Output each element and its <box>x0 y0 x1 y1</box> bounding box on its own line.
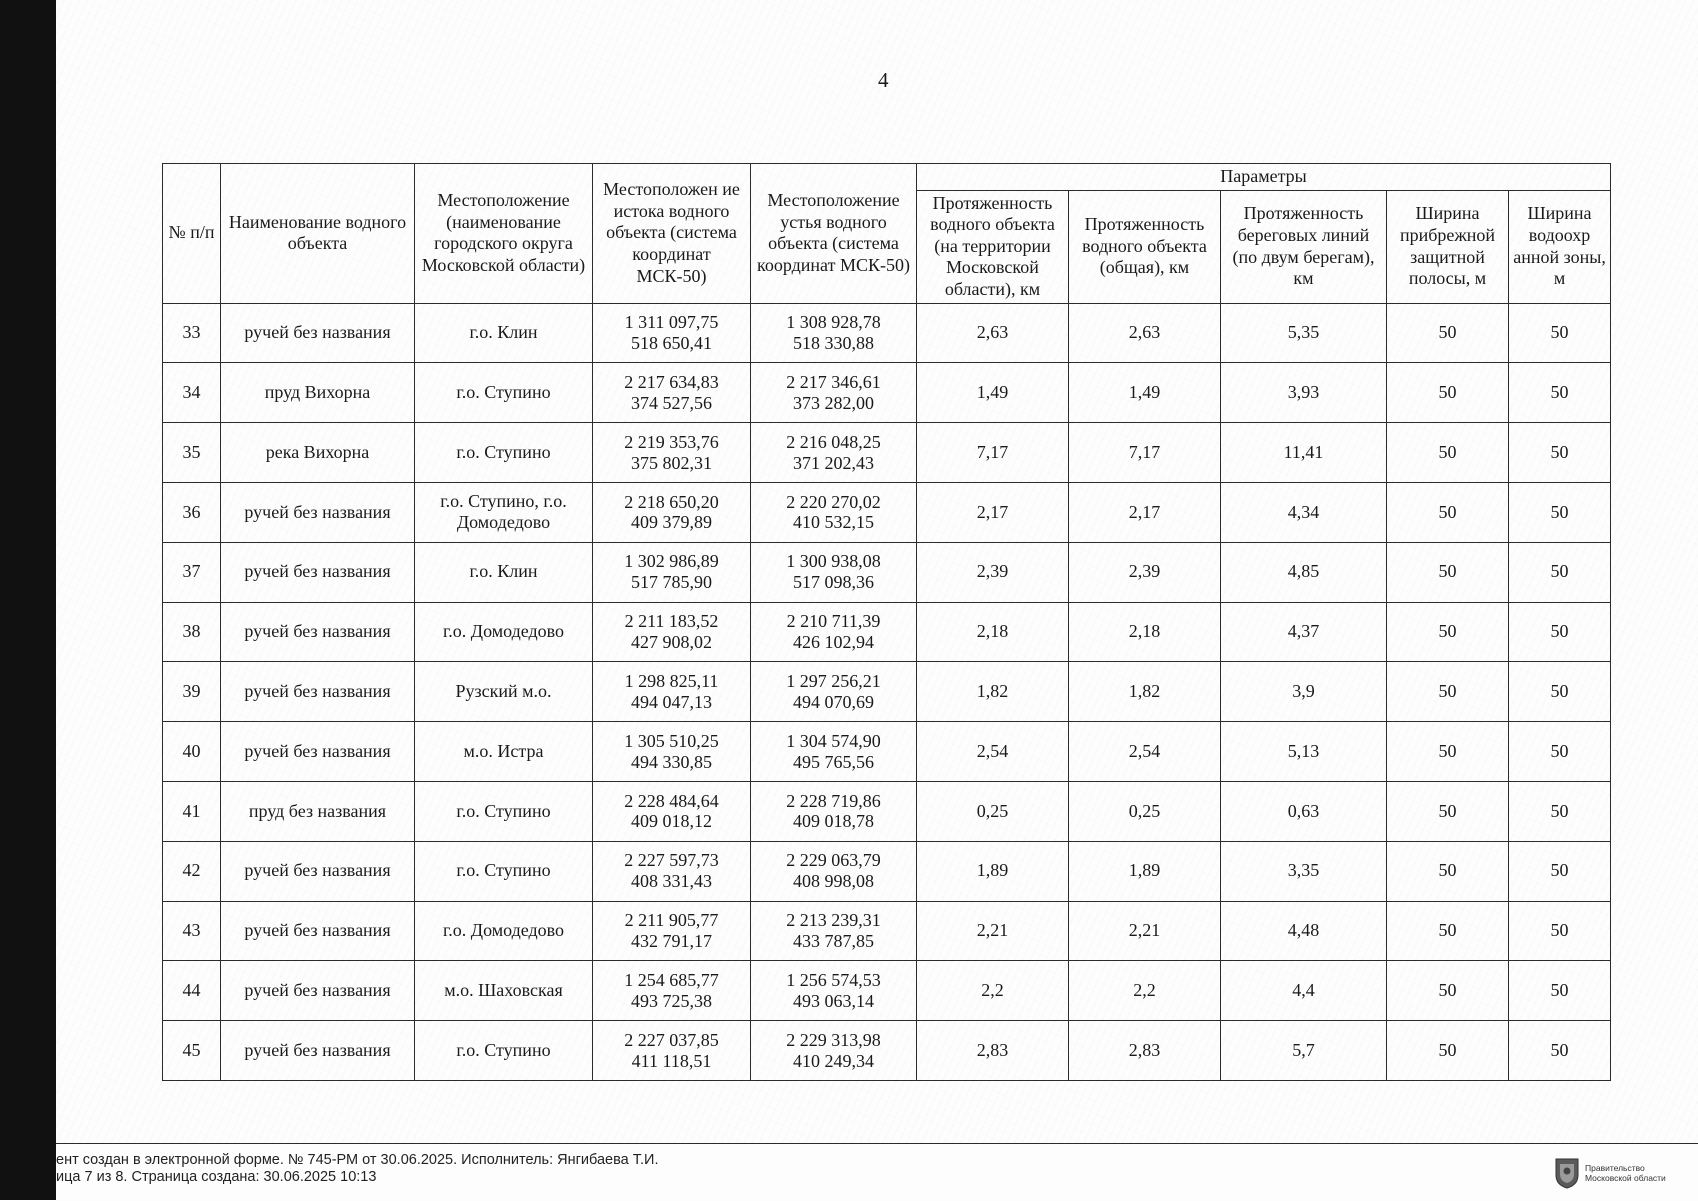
cell-len-shore: 5,13 <box>1221 722 1387 782</box>
header-len-region: Протяженность водного объекта (на территории Московской области), км <box>917 190 1069 303</box>
mouth-y: 409 018,78 <box>793 811 874 832</box>
page-number: 4 <box>878 68 889 92</box>
cell-width-protective: 50 <box>1387 781 1509 841</box>
cell-width-protective: 50 <box>1387 303 1509 363</box>
cell-location: м.о. Шаховская <box>415 961 593 1021</box>
cell-name: ручей без названия <box>221 961 415 1021</box>
cell-len-total: 2,21 <box>1069 901 1221 961</box>
cell-width-protective: 50 <box>1387 542 1509 602</box>
cell-name: ручей без названия <box>221 303 415 363</box>
cell-location: г.о. Домодедово <box>415 901 593 961</box>
cell-source <box>593 363 751 423</box>
header-mouth: Местоположение устья водного объекта (система координат МСК-50) <box>751 164 917 304</box>
cell-source <box>593 662 751 722</box>
source-x: 1 254 685,77 <box>624 970 719 991</box>
logo-line-2: Московской области <box>1585 1173 1666 1183</box>
cell-len-shore: 3,9 <box>1221 662 1387 722</box>
cell-width-water: 50 <box>1509 363 1611 423</box>
cell-len-region: 1,49 <box>917 363 1069 423</box>
mouth-x: 2 220 270,02 <box>786 491 881 512</box>
cell-len-total: 2,17 <box>1069 482 1221 542</box>
cell-len-shore: 3,93 <box>1221 363 1387 423</box>
cell-len-shore: 4,48 <box>1221 901 1387 961</box>
cell-mouth <box>751 542 917 602</box>
mouth-y: 371 202,43 <box>793 452 874 473</box>
cell-width-water: 50 <box>1509 901 1611 961</box>
source-y: 432 791,17 <box>631 930 712 951</box>
source-y: 493 725,38 <box>631 990 712 1011</box>
source-x: 2 211 905,77 <box>624 910 719 931</box>
cell-location: м.о. Истра <box>415 722 593 782</box>
table-row <box>163 423 1611 483</box>
cell-mouth <box>751 602 917 662</box>
source-y: 518 650,41 <box>631 332 712 353</box>
mouth-x: 1 300 938,08 <box>786 551 881 572</box>
cell-mouth <box>751 303 917 363</box>
cell-len-shore: 5,35 <box>1221 303 1387 363</box>
cell-len-total: 0,25 <box>1069 781 1221 841</box>
table-row <box>163 542 1611 602</box>
mouth-x: 1 256 574,53 <box>786 970 881 991</box>
mouth-y: 494 070,69 <box>793 691 874 712</box>
scan-left-edge <box>0 0 56 1200</box>
mouth-y: 495 765,56 <box>793 751 874 772</box>
cell-len-total: 1,82 <box>1069 662 1221 722</box>
mouth-y: 373 282,00 <box>793 392 874 413</box>
source-y: 408 331,43 <box>631 871 712 892</box>
cell-source <box>593 423 751 483</box>
cell-len-total: 7,17 <box>1069 423 1221 483</box>
cell-len-total: 1,49 <box>1069 363 1221 423</box>
cell-mouth <box>751 901 917 961</box>
cell-len-total: 2,63 <box>1069 303 1221 363</box>
cell-location: г.о. Ступино <box>415 423 593 483</box>
cell-location: г.о. Ступино <box>415 1021 593 1081</box>
cell-num: 38 <box>163 602 221 662</box>
coat-of-arms-icon <box>1554 1157 1580 1189</box>
header-len-total: Протяженность водного объекта (общая), км <box>1069 190 1221 303</box>
cell-width-water: 50 <box>1509 542 1611 602</box>
mouth-y: 426 102,94 <box>793 631 874 652</box>
cell-num: 33 <box>163 303 221 363</box>
cell-len-region: 1,89 <box>917 841 1069 901</box>
source-x: 2 228 484,64 <box>624 790 719 811</box>
cell-len-shore: 4,85 <box>1221 542 1387 602</box>
header-num: № п/п <box>163 164 221 304</box>
header-width-water: Ширина водоохр анной зоны, м <box>1509 190 1611 303</box>
cell-len-region: 2,83 <box>917 1021 1069 1081</box>
cell-len-total: 2,54 <box>1069 722 1221 782</box>
footer-line-page: ица 7 из 8. Страница создана: 30.06.2025 10:13 <box>56 1169 377 1185</box>
cell-mouth <box>751 662 917 722</box>
cell-name: ручей без названия <box>221 1021 415 1081</box>
cell-width-protective: 50 <box>1387 602 1509 662</box>
table-row <box>163 722 1611 782</box>
cell-width-water: 50 <box>1509 1021 1611 1081</box>
cell-width-protective: 50 <box>1387 423 1509 483</box>
cell-num: 43 <box>163 901 221 961</box>
cell-source <box>593 901 751 961</box>
header-source: Местоположен ие истока водного объекта (система координат МСК-50) <box>593 164 751 304</box>
source-y: 411 118,51 <box>631 1050 712 1071</box>
document-footer <box>56 1143 1698 1201</box>
cell-len-shore: 5,7 <box>1221 1021 1387 1081</box>
mouth-y: 410 532,15 <box>793 512 874 533</box>
cell-name: ручей без названия <box>221 722 415 782</box>
cell-mouth <box>751 722 917 782</box>
source-y: 374 527,56 <box>631 392 712 413</box>
cell-width-protective: 50 <box>1387 363 1509 423</box>
mouth-x: 1 304 574,90 <box>786 730 881 751</box>
cell-len-region: 2,17 <box>917 482 1069 542</box>
logo-line-1: Правительство <box>1585 1163 1645 1173</box>
cell-source <box>593 482 751 542</box>
cell-location: г.о. Ступино <box>415 781 593 841</box>
table-row <box>163 901 1611 961</box>
mouth-x: 2 217 346,61 <box>786 372 881 393</box>
cell-len-region: 7,17 <box>917 423 1069 483</box>
source-y: 409 018,12 <box>631 811 712 832</box>
source-x: 1 298 825,11 <box>624 671 719 692</box>
cell-name: пруд без названия <box>221 781 415 841</box>
source-x: 1 305 510,25 <box>624 730 719 751</box>
mouth-y: 408 998,08 <box>793 871 874 892</box>
source-x: 2 219 353,76 <box>624 431 719 452</box>
cell-num: 35 <box>163 423 221 483</box>
source-x: 2 217 634,83 <box>624 372 719 393</box>
cell-width-water: 50 <box>1509 602 1611 662</box>
cell-num: 40 <box>163 722 221 782</box>
table-row <box>163 602 1611 662</box>
source-y: 494 330,85 <box>631 751 712 772</box>
water-objects-table <box>162 163 1611 1081</box>
mouth-x: 2 229 313,98 <box>786 1029 881 1050</box>
source-y: 409 379,89 <box>631 512 712 533</box>
cell-location: г.о. Ступино, г.о. Домодедово <box>415 482 593 542</box>
cell-mouth <box>751 423 917 483</box>
table-row <box>163 662 1611 722</box>
header-params: Параметры <box>917 164 1611 191</box>
footer-info <box>56 1152 658 1186</box>
cell-source <box>593 1021 751 1081</box>
cell-width-water: 50 <box>1509 423 1611 483</box>
header-row-top <box>163 164 1611 191</box>
header-location: Местоположение (наименование городского округа Московской области) <box>415 164 593 304</box>
cell-location: г.о. Клин <box>415 303 593 363</box>
cell-mouth <box>751 1021 917 1081</box>
cell-name: ручей без названия <box>221 662 415 722</box>
table-row <box>163 961 1611 1021</box>
cell-num: 45 <box>163 1021 221 1081</box>
cell-name: ручей без названия <box>221 482 415 542</box>
source-y: 375 802,31 <box>631 452 712 473</box>
source-y: 517 785,90 <box>631 572 712 593</box>
cell-len-shore: 4,37 <box>1221 602 1387 662</box>
cell-source <box>593 781 751 841</box>
cell-width-water: 50 <box>1509 781 1611 841</box>
table-row <box>163 781 1611 841</box>
government-logo <box>1554 1154 1692 1192</box>
cell-width-water: 50 <box>1509 961 1611 1021</box>
cell-num: 37 <box>163 542 221 602</box>
cell-location: г.о. Клин <box>415 542 593 602</box>
cell-len-shore: 0,63 <box>1221 781 1387 841</box>
header-len-shore: Протяженность береговых линий (по двум берегам), км <box>1221 190 1387 303</box>
cell-width-protective: 50 <box>1387 722 1509 782</box>
cell-len-shore: 11,41 <box>1221 423 1387 483</box>
footer-line-created: ент создан в электронной форме. № 745-РМ от 30.06.2025. Исполнитель: Янгибаева Т.И. <box>56 1152 659 1168</box>
cell-source <box>593 961 751 1021</box>
cell-name: ручей без названия <box>221 901 415 961</box>
cell-location: г.о. Ступино <box>415 363 593 423</box>
cell-len-total: 2,2 <box>1069 961 1221 1021</box>
cell-width-protective: 50 <box>1387 901 1509 961</box>
cell-len-region: 2,63 <box>917 303 1069 363</box>
mouth-x: 1 308 928,78 <box>786 312 881 333</box>
cell-width-protective: 50 <box>1387 961 1509 1021</box>
mouth-x: 1 297 256,21 <box>786 671 881 692</box>
table-row <box>163 841 1611 901</box>
cell-name: ручей без названия <box>221 841 415 901</box>
table-row <box>163 1021 1611 1081</box>
logo-caption <box>1585 1163 1666 1183</box>
cell-mouth <box>751 482 917 542</box>
cell-source <box>593 841 751 901</box>
cell-width-water: 50 <box>1509 722 1611 782</box>
source-x: 2 218 650,20 <box>624 491 719 512</box>
mouth-y: 410 249,34 <box>793 1050 874 1071</box>
source-y: 427 908,02 <box>631 631 712 652</box>
cell-num: 44 <box>163 961 221 1021</box>
cell-len-shore: 3,35 <box>1221 841 1387 901</box>
header-name: Наименование водного объекта <box>221 164 415 304</box>
mouth-x: 2 210 711,39 <box>786 611 881 632</box>
cell-len-region: 0,25 <box>917 781 1069 841</box>
cell-width-protective: 50 <box>1387 841 1509 901</box>
cell-width-protective: 50 <box>1387 1021 1509 1081</box>
cell-width-water: 50 <box>1509 841 1611 901</box>
cell-num: 39 <box>163 662 221 722</box>
cell-len-shore: 4,34 <box>1221 482 1387 542</box>
cell-len-region: 2,21 <box>917 901 1069 961</box>
cell-len-total: 1,89 <box>1069 841 1221 901</box>
mouth-y: 433 787,85 <box>793 930 874 951</box>
cell-width-water: 50 <box>1509 303 1611 363</box>
cell-mouth <box>751 961 917 1021</box>
cell-name: ручей без названия <box>221 602 415 662</box>
table-row <box>163 363 1611 423</box>
mouth-y: 517 098,36 <box>793 572 874 593</box>
cell-location: Рузский м.о. <box>415 662 593 722</box>
source-y: 494 047,13 <box>631 691 712 712</box>
source-x: 1 302 986,89 <box>624 551 719 572</box>
cell-len-region: 1,82 <box>917 662 1069 722</box>
cell-len-total: 2,39 <box>1069 542 1221 602</box>
cell-location: г.о. Домодедово <box>415 602 593 662</box>
mouth-y: 518 330,88 <box>793 332 874 353</box>
mouth-x: 2 213 239,31 <box>786 910 881 931</box>
mouth-x: 2 229 063,79 <box>786 850 881 871</box>
cell-name: река Вихорна <box>221 423 415 483</box>
source-x: 2 211 183,52 <box>624 611 719 632</box>
cell-source <box>593 542 751 602</box>
cell-source <box>593 602 751 662</box>
cell-len-region: 2,18 <box>917 602 1069 662</box>
cell-len-region: 2,39 <box>917 542 1069 602</box>
cell-len-region: 2,2 <box>917 961 1069 1021</box>
mouth-y: 493 063,14 <box>793 990 874 1011</box>
cell-num: 41 <box>163 781 221 841</box>
cell-len-region: 2,54 <box>917 722 1069 782</box>
cell-width-protective: 50 <box>1387 662 1509 722</box>
cell-mouth <box>751 363 917 423</box>
cell-mouth <box>751 781 917 841</box>
cell-width-water: 50 <box>1509 482 1611 542</box>
cell-width-water: 50 <box>1509 662 1611 722</box>
cell-num: 42 <box>163 841 221 901</box>
cell-num: 36 <box>163 482 221 542</box>
header-width-protective: Ширина прибрежной защитной полосы, м <box>1387 190 1509 303</box>
source-x: 1 311 097,75 <box>624 312 719 333</box>
cell-name: ручей без названия <box>221 542 415 602</box>
cell-len-total: 2,18 <box>1069 602 1221 662</box>
table-row <box>163 482 1611 542</box>
cell-location: г.о. Ступино <box>415 841 593 901</box>
cell-name: пруд Вихорна <box>221 363 415 423</box>
cell-num: 34 <box>163 363 221 423</box>
table-row <box>163 303 1611 363</box>
mouth-x: 2 216 048,25 <box>786 431 881 452</box>
source-x: 2 227 597,73 <box>624 850 719 871</box>
source-x: 2 227 037,85 <box>624 1029 719 1050</box>
cell-source <box>593 722 751 782</box>
cell-len-shore: 4,4 <box>1221 961 1387 1021</box>
cell-width-protective: 50 <box>1387 482 1509 542</box>
cell-source <box>593 303 751 363</box>
cell-mouth <box>751 841 917 901</box>
cell-len-total: 2,83 <box>1069 1021 1221 1081</box>
mouth-x: 2 228 719,86 <box>786 790 881 811</box>
